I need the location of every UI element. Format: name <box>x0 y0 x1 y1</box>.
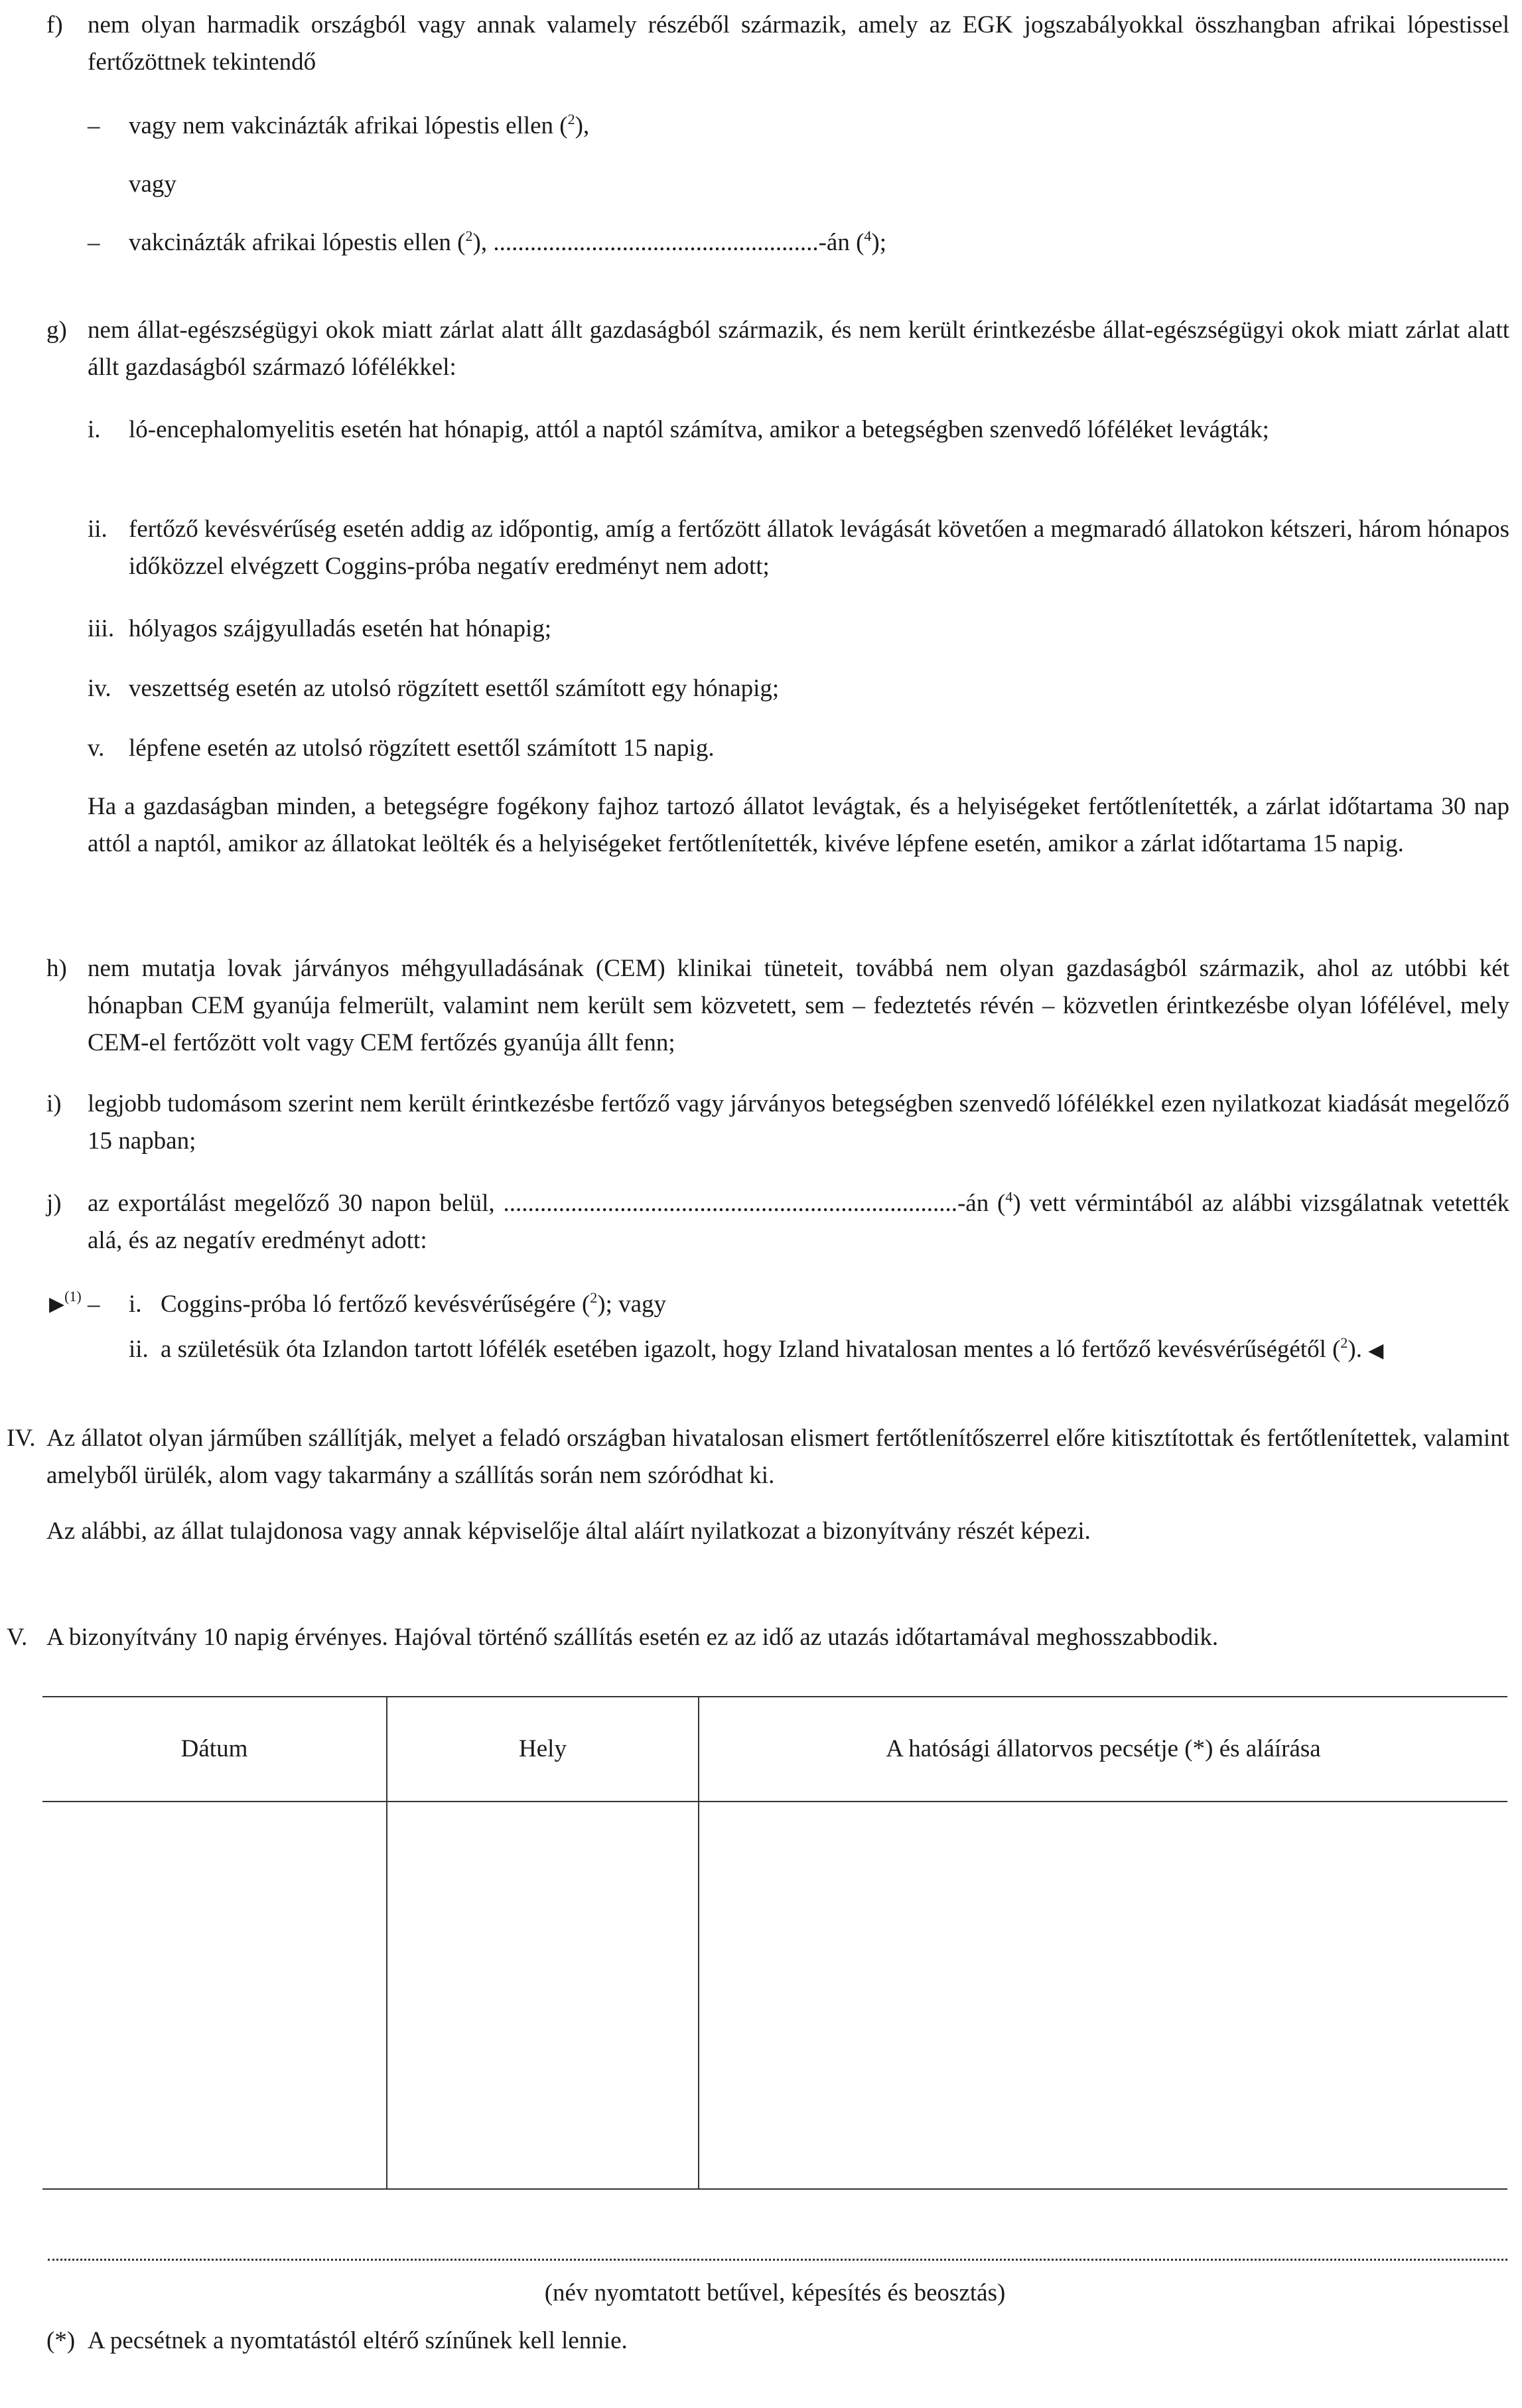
section-g-item-1-text: ló-encephalomyelitis esetén hat hónapig, attól a naptól számítva, amikor a betegségben szenvedő lóféléket levágták; <box>129 416 1269 443</box>
signature-line[interactable] <box>48 2259 1507 2261</box>
section-h-text: nem mutatja lovak járványos méhgyulladásának (CEM) klinikai tüneteit, továbbá nem olyan gazdaságból származik, ahol az utóbbi két hónapban CEM gyanúja felmerült, valamint nem került sem közvetett, sem – fedeztetés révén – közvetlen érintkezésbe olyan lófélével, mely CEM-el fertőzött volt vagy CEM fertőzés gyanúja állt fenn; <box>88 955 1509 1056</box>
section-j-item-1-text: Coggins-próba ló fertőző kevésvérűségére ($^2$); vagy <box>161 1289 667 1318</box>
section-g-item-4-text: veszettség esetén az utolsó rögzített esettől számított egy hónapig; <box>129 675 780 702</box>
section-IV-label: IV. <box>7 1425 36 1452</box>
section-j-text: az exportálást megelőző 30 napon belül, ..........................................................................-án ($^4$) vett vérmintából az alábbi vizsgálatnak vetették alá, és az negatív eredményt adott: <box>88 1188 1509 1254</box>
section-g-item-2-num: ii. <box>88 516 107 543</box>
table-header-date: Dátum <box>180 1735 248 1762</box>
section-f-item-2: vakcinázták afrikai lópestis ellen ($^2$), .....................................................-án ($^4$); <box>129 228 887 256</box>
section-g-text: nem állat-egészségügyi okok miatt zárlat alatt állt gazdaságból származik, és nem került érintkezésbe állat-egészségügyi okok miatt zárlat alatt állt gazdaságból származó lófélékkel: <box>88 317 1509 381</box>
section-j-item-2-num: ii. <box>129 1336 149 1363</box>
section-g-item-2-text: fertőző kevésvérűség esetén addig az időpontig, amíg a fertőzött állatok levágását követően a megmaradó állatokon kétszeri, három hónapos időközzel elvégzett Coggins-próba negatív eredményt nem adott; <box>129 516 1509 580</box>
section-i-text: legjobb tudomásom szerint nem került érintkezésbe fertőző vagy járványos betegségben szenvedő lófélékkel ezen nyilatkozat kiadását megelőző 15 napban; <box>88 1090 1509 1155</box>
table-divider-1 <box>386 1696 387 2188</box>
section-V-text: A bizonyítvány 10 napig érvényes. Hajóval történő szállítás esetén ez az idő az utazás időtartamával meghosszabbodik. <box>46 1624 1219 1651</box>
section-g-item-4-num: iv. <box>88 675 111 702</box>
section-f-item-1: vagy nem vakcinázták afrikai lópestis ellen ($^2$), <box>129 111 590 139</box>
section-f-dash-2: – <box>88 229 100 256</box>
amendment-end-marker: ◀ <box>1368 1340 1384 1362</box>
table-bottom-rule <box>42 2188 1507 2190</box>
section-g-item-3-text: hólyagos szájgyulladás esetén hat hónapig; <box>129 615 552 642</box>
section-j-label: j) <box>46 1190 62 1217</box>
section-g-item-3-num: iii. <box>88 615 115 642</box>
section-j-item-2-text: a születésük óta Izlandon tartott lófélék esetében igazolt, hogy Izland hivatalosan mentes a ló fertőző kevésvérűségétől ($^2$). ◀ <box>161 1334 1384 1363</box>
section-g-note: Ha a gazdaságban minden, a betegségre fogékony fajhoz tartozó állatot levágtak, és a helyiségeket fertőtlenítették, a zárlat időtartama 30 nap attól a naptól, amikor az állatokat leölték és a helyiségeket fertőtlenítették, kivéve lépfene esetén, amikor a zárlat időtartama 15 napig. <box>88 793 1509 857</box>
section-f-label: f) <box>46 11 63 38</box>
table-top-rule <box>42 1696 1507 1697</box>
section-g-item-5-num: v. <box>88 735 105 762</box>
table-header-stamp: A hatósági állatorvos pecsétje (*) és aláírása <box>886 1735 1321 1762</box>
section-g-item-5-text: lépfene esetén az utolsó rögzített esettől számított 15 napig. <box>129 735 715 762</box>
footnote-mark: (*) <box>46 2327 76 2354</box>
section-V-label: V. <box>7 1624 28 1651</box>
stamp-signature-field[interactable] <box>701 1802 1506 2187</box>
section-f-dash-1: – <box>88 112 100 139</box>
place-field[interactable] <box>389 1802 697 2187</box>
section-i-label: i) <box>46 1090 62 1117</box>
signature-caption: (név nyomtatott betűvel, képesítés és beosztás) <box>544 2279 1006 2306</box>
section-g-label: g) <box>46 317 67 344</box>
footnote-text: A pecsétnek a nyomtatástól eltérő színűnek kell lennie. <box>88 2327 628 2354</box>
section-g-item-1-num: i. <box>88 416 101 443</box>
date-field[interactable] <box>44 1802 385 2187</box>
section-f-text: nem olyan harmadik országból vagy annak valamely részéből származik, amely az EGK jogszabályokkal összhangban afrikai lópestissel fertőzöttnek tekintendő <box>88 11 1509 76</box>
section-f-or: vagy <box>129 171 176 198</box>
section-IV-note: Az alábbi, az állat tulajdonosa vagy annak képviselője által aláírt nyilatkozat a bizonyítvány részét képezi. <box>46 1518 1091 1545</box>
section-h-label: h) <box>46 955 67 982</box>
section-IV-text: Az állatot olyan járműben szállítják, melyet a feladó országban hivatalosan elismert fertőtlenítőszerrel előre kitisztítottak és fertőtlenítettek, valamint amelyből ürülék, alom vagy takarmány a szállítás során nem szóródhat ki. <box>46 1425 1509 1489</box>
section-j-dash: – <box>88 1291 100 1318</box>
amendment-start-marker: ▶$^{(1)}$ <box>49 1288 82 1315</box>
table-divider-2 <box>698 1696 699 2188</box>
section-j-item-1-num: i. <box>129 1291 142 1318</box>
table-header-place: Hely <box>519 1735 567 1762</box>
